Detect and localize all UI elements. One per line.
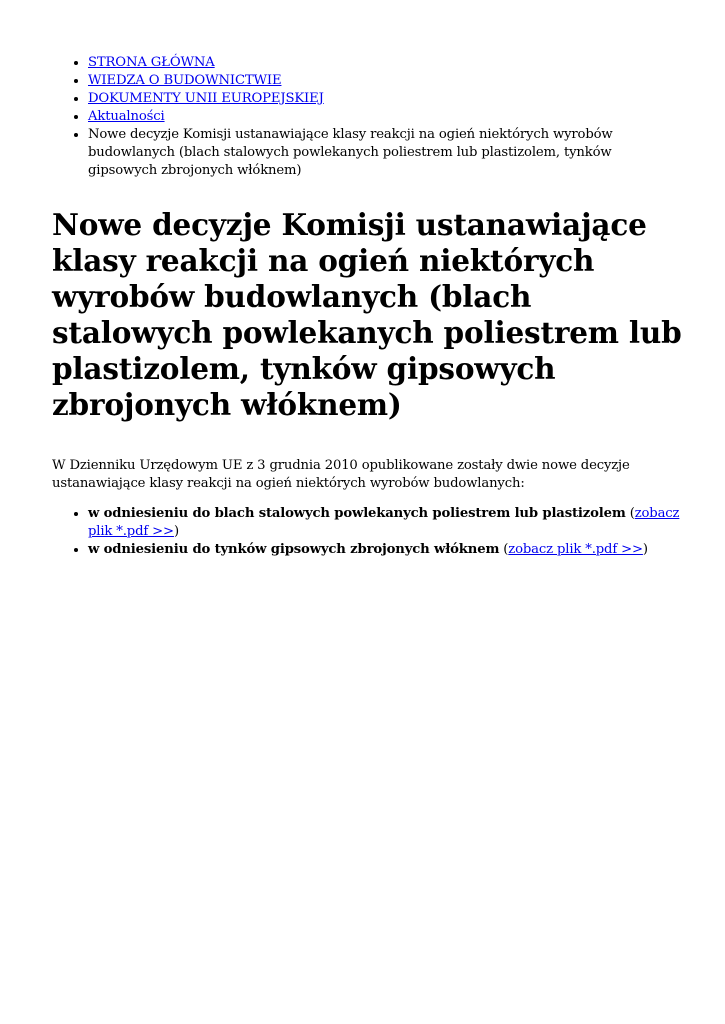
decision-description: w odniesieniu do tynków gipsowych zbrojonych włóknem [88, 542, 500, 557]
article-intro: W Dzienniku Urzędowym UE z 3 grudnia 2010 opublikowane zostały dwie nowe decyzje ustanawiające klasy reakcji na ogień niektórych wyrobów budowlanych: [52, 458, 630, 491]
pdf-link[interactable]: zobacz plik *.pdf >> [88, 506, 680, 539]
breadcrumb-item-home [88, 54, 682, 72]
list-item [88, 541, 682, 559]
decisions-list [52, 505, 682, 559]
pdf-link[interactable]: zobacz plik *.pdf >> [508, 542, 643, 557]
decision-description: w odniesieniu do blach stalowych powlekanych poliestrem lub plastizolem [88, 506, 626, 521]
breadcrumb-item-current: • Nowe decyzje Komisji ustanawiające klasy reakcji na ogień niektórych wyrobów budowlanych (blach stalowych powlekanych poliestrem lub plastizolem, tynków gipsowych zbrojonych włóknem) [88, 126, 682, 180]
breadcrumb-link-knowledge[interactable]: WIEDZA O BUDOWNICTWIE [88, 73, 282, 88]
breadcrumb-item-news [88, 108, 682, 126]
page-content [52, 54, 682, 559]
page-title: Nowe decyzje Komisji ustanawiające klasy reakcji na ogień niektórych wyrobów budowlanych (blach stalowych powlekanych poliestrem lub plastizolem, tynków gipsowych zbrojonych włóknem) [52, 207, 682, 422]
breadcrumb-link-home[interactable]: STRONA GŁÓWNA [88, 55, 215, 70]
paren-close: ) [642, 542, 648, 557]
breadcrumb-list [52, 54, 682, 180]
breadcrumb-link-eu-documents[interactable]: DOKUMENTY UNII EUROPEJSKIEJ [88, 91, 324, 106]
breadcrumb-item-knowledge [88, 72, 682, 90]
list-item [88, 505, 682, 541]
paren-open: ( [625, 506, 635, 521]
breadcrumb [52, 54, 682, 180]
breadcrumb-link-news[interactable]: Aktualności [88, 109, 165, 124]
paren-open: ( [499, 542, 509, 557]
breadcrumb-item-eu-documents [88, 90, 682, 108]
paren-close: ) [173, 524, 179, 539]
